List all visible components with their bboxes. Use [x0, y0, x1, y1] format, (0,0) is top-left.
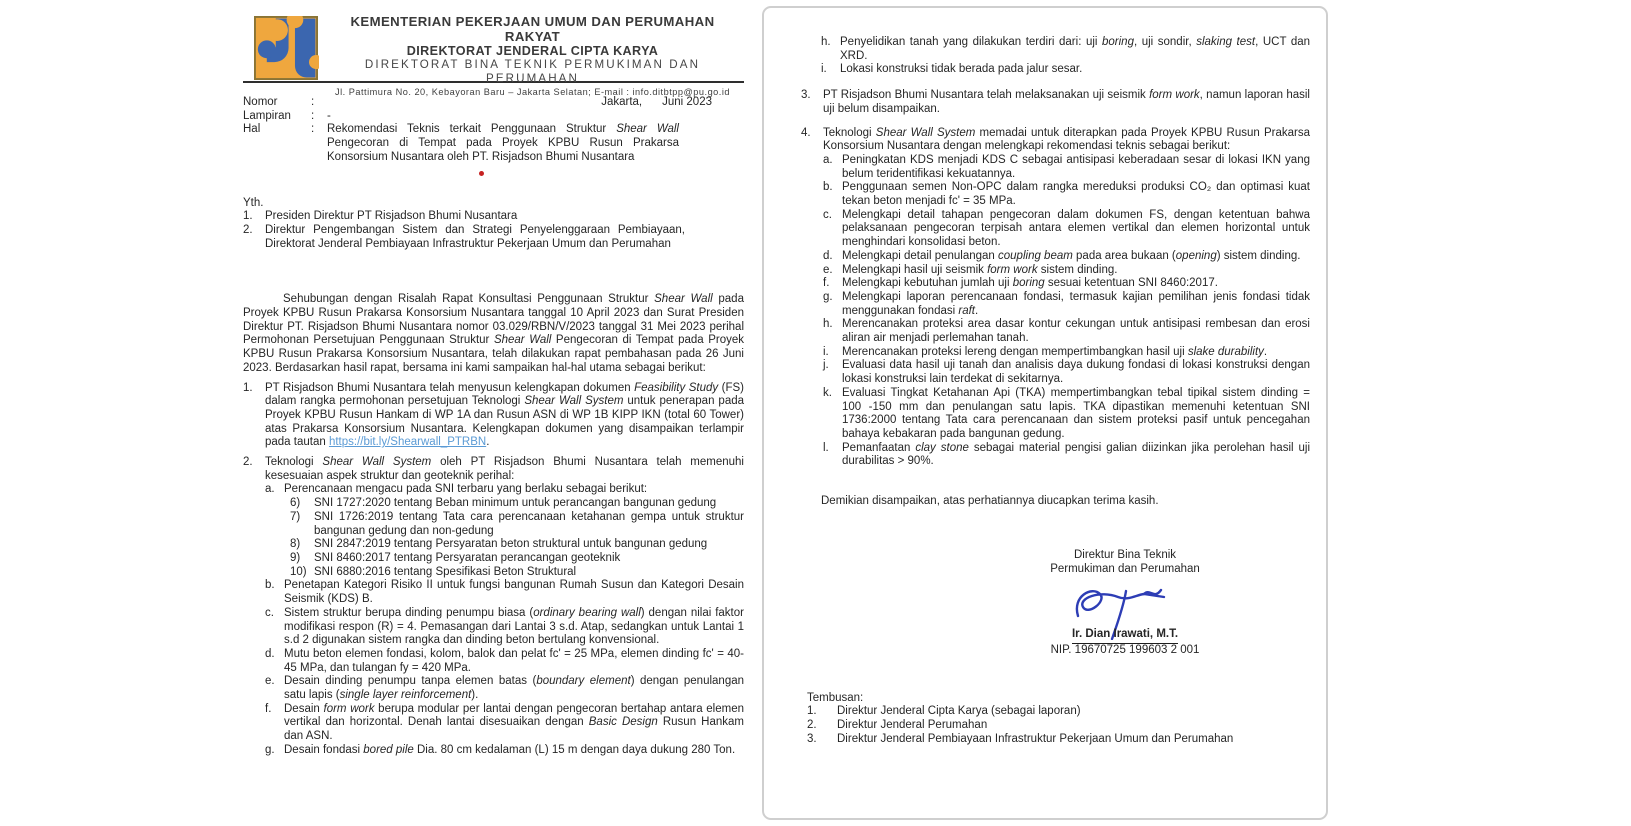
sub-sub-list: [290, 497, 744, 579]
list-marker: c.: [265, 606, 274, 619]
nomor-label: Nomor: [243, 96, 278, 108]
list-text: Melengkapi detail penulangan coupling beam pada area bukaan (opening) sistem dinding.: [842, 249, 1301, 262]
dateline: [601, 96, 712, 110]
list-text: Penetapan Kategori Risiko II untuk fungsi bangunan Rumah Susun dan Kategori Desain Seismik (KDS) B.: [284, 579, 744, 606]
list-marker: b.: [265, 579, 275, 592]
signer-name-wrap: [982, 628, 1268, 644]
lampiran-value: -: [327, 109, 331, 122]
list-marker: h.: [821, 36, 831, 48]
list-item: [265, 648, 744, 675]
lampiran-label: Lampiran: [243, 109, 291, 122]
signer-name: Ir. Dian Irawati, M.T.: [1072, 628, 1178, 644]
list-item: [265, 703, 744, 744]
pu-ministry-logo-icon: [253, 16, 319, 80]
list-text: Direktur Jenderal Perumahan: [837, 719, 988, 732]
list-marker: a.: [265, 483, 275, 496]
unit-name: DIREKTORAT BINA TEKNIK PERMUKIMAN DAN PERUMAHAN: [364, 58, 701, 85]
opening-paragraph: Sehubungan dengan Risalah Rapat Konsultasi Penggunaan Struktur Shear Wall pada Proyek KPBU Rusun Prakarsa Konsorsium Nusantara tanggal 10 April 2023 dan Surat Presiden Direktur PT. Risjadson Bhumi Nusantara nomor 03.029/RBN/V/2023 tanggal 31 Mei 2023 perihal Permohonan Persetujuan Penggunaan Struktur Shear Wall Pengecoran di Tempat pada Proyek KPBU Rusun Prakarsa Konsorsium Nusantara, telah dilakukan rapat pembahasan pada 26 Juni 2023. Berdasarkan hasil rapat, bersama ini kami sampaikan hal-hal utama sebagai berikut:: [243, 293, 744, 374]
letter-page-2: [762, 6, 1328, 820]
sub-list: [823, 154, 1310, 469]
list-marker: c.: [823, 208, 832, 221]
list-item: [290, 497, 744, 511]
list-text: Lokasi konstruksi tidak berada pada jalur sesar.: [840, 63, 1083, 76]
list-marker: 2.: [243, 456, 253, 469]
list-item: [821, 63, 1310, 77]
list-item: [823, 359, 1310, 386]
list-text: SNI 1726:2019 tentang Tata cara perencanaan ketahanan gempa untuk struktur bangunan gedung dan non-gedung: [314, 510, 744, 537]
list-body: [265, 456, 744, 757]
list-marker: 1.: [807, 705, 817, 718]
list-item: [807, 733, 1310, 747]
list-marker: 10): [290, 565, 307, 578]
recipient-block: [243, 197, 685, 252]
list-marker: 8): [290, 538, 301, 551]
list-text: Desain fondasi bored pile Dia. 80 cm kedalaman (L) 15 m dengan daya dukung 280 Ton.: [284, 743, 736, 756]
date-label: Juni 2023: [662, 96, 712, 108]
list-marker: l.: [823, 441, 829, 454]
letterhead: [243, 0, 744, 97]
list-marker: e.: [265, 675, 275, 688]
list-text: Sistem struktur berupa dinding penumpu biasa (ordinary bearing wall) dengan nilai faktor modifikasi respon (R) = 4. Pemasangan dari Lantai 3 s.d. Atap, sedangkan untuk Lantai 1 s.d 2 digunakan sistem rangka dan dinding beton bertulang konvensional.: [284, 606, 744, 647]
list-item: [823, 277, 1310, 291]
list-item: [243, 456, 744, 757]
sub-list: [265, 483, 744, 757]
signer-title-line2: Permukiman dan Perumahan: [1050, 562, 1200, 575]
hal-value: Rekomendasi Teknis terkait Penggunaan Struktur Shear Wall Pengecoran di Tempat pada Proyek KPBU Rusun Prakarsa Konsorsium Nusantara oleh PT. Risjadson Bhumi Nusantara: [327, 123, 679, 163]
list-item: [807, 719, 1310, 733]
list-item: [801, 127, 1310, 470]
list-text: Penyelidikan tanah yang dilakukan terdiri dari: uji boring, uji sondir, slaking test, UCT dan XRD.: [840, 36, 1311, 62]
list-text: PT Risjadson Bhumi Nusantara telah melaksanakan uji seismik form work, namun laporan hasil uji belum disampaikan.: [823, 89, 1310, 115]
list-item: [823, 181, 1310, 208]
list-item: [823, 318, 1310, 345]
list-text: Presiden Direktur PT Risjadson Bhumi Nusantara: [265, 210, 518, 223]
list-text: Desain form work berupa modular per lantai dengan pengecoran bertahap antara elemen vertikal dan horizontal. Denah lantai disesuaikan dengan Basic Design Rusun Hankam dan ASN.: [284, 702, 745, 743]
list-marker: k.: [823, 386, 832, 399]
list-marker: h.: [823, 318, 833, 331]
list-item: [290, 552, 744, 566]
address-line: Jl. Pattimura No. 20, Kebayoran Baru – Jakarta Selatan; E-mail : info.ditbtpp@pu.go.id: [334, 87, 730, 97]
list-item: [290, 538, 744, 552]
meta-row-lampiran: [243, 110, 744, 124]
list-item: [823, 264, 1310, 278]
document-link[interactable]: https://bit.ly/Shearwall_PTRBN: [328, 436, 487, 449]
list-text: Teknologi Shear Wall System memadai untuk diterapkan pada Proyek KPBU Rusun Prakarsa Konsorsium Nusantara dengan melengkapi rekomendasi teknis sebagai berikut:: [823, 126, 1310, 153]
list-item: [243, 382, 744, 451]
letterhead-text: [321, 14, 744, 98]
list-text: SNI 1727:2020 tentang Beban minimum untuk perancangan bangunan gedung: [314, 497, 717, 510]
red-annotation-dot: [479, 171, 484, 176]
directorate-name: DIREKTORAT JENDERAL CIPTA KARYA: [406, 44, 659, 58]
signer-nip: NIP. 19670725 199603 2 001: [1050, 643, 1200, 656]
list-marker: i.: [821, 63, 827, 76]
list-item: [823, 442, 1310, 469]
list-text: Direktur Pengembangan Sistem dan Strategi Penyelenggaraan Pembiayaan, Direktorat Jenderal Pembiayaan Infrastruktur Pekerjaan Umum dan Perumahan: [265, 223, 685, 250]
list-text: Penggunaan semen Non-OPC dalam rangka mereduksi produksi CO₂ dan optimasi kuat tekan beton menjadi fc' = 35 MPa.: [842, 181, 1310, 208]
tembusan-label: Tembusan:: [807, 691, 864, 704]
list-text: Mutu beton elemen fondasi, kolom, balok dan pelat fc' = 25 MPa, elemen dinding fc' = 40-45 MPa, dan tulangan fy = 420 MPa.: [284, 647, 744, 674]
list-text: Merencanakan proteksi area dasar kontur cekungan untuk antisipasi rembesan dan erosi aliran air menjadi perlemahan tanah.: [842, 318, 1310, 345]
list-item: [823, 250, 1310, 264]
list-marker: 2.: [243, 223, 253, 236]
list-marker: f.: [823, 277, 830, 290]
list-marker: e.: [823, 263, 833, 276]
list-text: Pemanfaatan clay stone sebagai material pengisi galian diizinkan jika perolehan hasil uji durabilitas > 90%.: [842, 441, 1310, 468]
recipient-item: [243, 210, 685, 224]
list-text: SNI 2847:2019 tentang Persyaratan beton struktural untuk bangunan gedung: [314, 538, 708, 551]
list-text: Evaluasi data hasil uji tanah dan analisis daya dukung fondasi di lokasi konstruksi dengan lokasi konstruksi lain terdekat di sekitarnya.: [842, 359, 1310, 386]
list-item: [265, 607, 744, 648]
list-text: Melengkapi detail tahapan pengecoran dalam dokumen FS, dengan ketentuan bahwa pelaksanaan pengecoran terpisah antara elemen vertikal dan elemen horizontal untuk menghindari konsolidasi beton.: [842, 208, 1310, 249]
list-marker: f.: [265, 702, 272, 715]
list-item: [801, 89, 1310, 116]
list-text: Direktur Jenderal Pembiayaan Infrastruktur Pekerjaan Umum dan Perumahan: [837, 732, 1234, 745]
list-item: [290, 566, 744, 580]
list-marker: a.: [823, 153, 833, 166]
letter-page-1: [230, 0, 762, 826]
list-body: [823, 127, 1310, 470]
closing-paragraph: Demikian disampaikan, atas perhatiannya diucapkan terima kasih.: [821, 495, 1159, 508]
list-marker: d.: [265, 647, 275, 660]
list-item: [265, 483, 744, 579]
signer-title-line1: Direktur Bina Teknik: [1073, 548, 1177, 561]
list-text: Merencanakan proteksi lereng dengan mempertimbangkan hasil uji slake durability.: [842, 345, 1268, 358]
list-text: Peningkatan KDS menjadi KDS C sebagai antisipasi keberadaan sesar di lokasi IKN yang belum teridentifikasi kekuatannya.: [842, 153, 1310, 180]
list-item: [823, 346, 1310, 360]
list-text: Teknologi Shear Wall System oleh PT Risjadson Bhumi Nusantara telah memenuhi kesesuaian aspek struktur dan geoteknik perihal:: [265, 456, 744, 482]
signature-block: [982, 549, 1268, 658]
list-text: Melengkapi hasil uji seismik form work sistem dinding.: [842, 263, 1118, 276]
colon: :: [311, 123, 315, 136]
list-marker: i.: [823, 345, 829, 358]
tembusan-list: [807, 705, 1310, 746]
colon: :: [311, 109, 315, 122]
list-item: [823, 291, 1310, 318]
list-item: [821, 36, 1310, 63]
tembusan-block: [801, 692, 1310, 747]
list-text: Desain dinding penumpu tanpa elemen batas (boundary element) dengan penulangan satu lapis (single layer reinforcement).: [284, 675, 745, 702]
list-marker: g.: [823, 290, 833, 303]
list-text: SNI 8460:2017 tentang Persyaratan perancangan geoteknik: [314, 551, 621, 564]
list-item: [290, 511, 744, 538]
list-marker: 6): [290, 497, 301, 510]
list-marker: j.: [823, 359, 829, 372]
list-marker: 4.: [801, 126, 811, 139]
list-text: Direktur Jenderal Cipta Karya (sebagai laporan): [837, 705, 1081, 718]
list-text: Melengkapi laporan perencanaan fondasi, termasuk kajian pemilihan jenis fondasi tidak menggunakan fondasi raft.: [842, 290, 1310, 317]
list-marker: 3.: [801, 89, 811, 102]
list-item: [823, 209, 1310, 250]
salutation: Yth.: [243, 196, 264, 209]
list-item: [265, 744, 744, 758]
list-marker: 1.: [243, 381, 253, 394]
list-text: Melengkapi kebutuhan jumlah uji boring sesuai ketentuan SNI 8460:2017.: [842, 277, 1218, 290]
list-marker: 2.: [807, 719, 817, 732]
hal-label: Hal: [243, 123, 261, 136]
list-text: Perencanaan mengacu pada SNI terbaru yang berlaku sebagai berikut:: [284, 483, 648, 496]
list-marker: 3.: [807, 732, 817, 745]
list-item: [265, 579, 744, 606]
list-marker: 9): [290, 551, 301, 564]
list-item: [265, 675, 744, 702]
city-label: Jakarta,: [601, 96, 643, 108]
recipient-item: [243, 224, 685, 251]
list-text: SNI 6880:2016 tentang Spesifikasi Beton Struktural: [314, 565, 577, 578]
continued-sub-list: [821, 36, 1310, 77]
colon: :: [311, 96, 315, 108]
list-text: Evaluasi Tingkat Ketahanan Api (TKA) mempertimbangkan tebal tipikal sistem dinding = 100 -150 mm dan penulangan satu lapis. TKA dipastikan memenuhi ketentuan SNI 1736:2000 tentang Tata cara perencanaan dan sistem proteksi pasif untuk pencegahan bahaya kebakaran pada bangunan gedung.: [842, 386, 1310, 440]
list-marker: b.: [823, 181, 833, 194]
meta-row-hal: [243, 123, 744, 164]
list-marker: g.: [265, 743, 275, 756]
list-text: PT Risjadson Bhumi Nusantara telah menyusun kelengkapan dokumen Feasibility Study (FS) dalam rangka permohonan persetujuan Teknologi Shear Wall System untuk penerapan pada Proyek KPBU Rusun Hankam di WP 1A dan Rusun ASN di WP 1B KIPP IKN (total 60 Tower) atas Prakarsa Konsorsium Nusantara. Kelengkapan dokumen yang disampaikan terlampir pada tautan https://bit.ly/Shearwall_PTRBN.: [265, 381, 745, 449]
list-item: [823, 154, 1310, 181]
list-marker: d.: [823, 249, 833, 262]
list-marker: 7): [290, 510, 301, 523]
letter-meta: [243, 96, 744, 165]
list-item: [823, 387, 1310, 442]
main-list: [243, 382, 744, 758]
list-marker: 1.: [243, 210, 253, 223]
list-body: [284, 483, 744, 579]
list-item: [807, 705, 1310, 719]
ministry-name: KEMENTERIAN PEKERJAAN UMUM DAN PERUMAHAN RAKYAT: [350, 14, 715, 44]
